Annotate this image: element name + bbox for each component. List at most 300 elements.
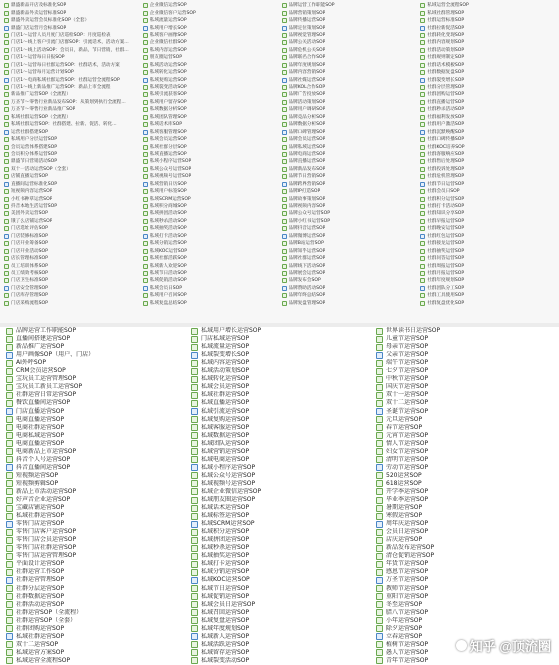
file-list-item[interactable] bbox=[4, 225, 139, 232]
file-list-item[interactable] bbox=[420, 114, 555, 121]
file-list-item[interactable] bbox=[376, 576, 553, 584]
file-list-item[interactable] bbox=[376, 496, 553, 504]
file-list-item[interactable] bbox=[4, 121, 139, 128]
file-list-item[interactable] bbox=[143, 47, 278, 54]
file-list-item[interactable] bbox=[6, 448, 183, 456]
file-list-item[interactable] bbox=[6, 480, 183, 488]
file-list-item[interactable] bbox=[420, 143, 555, 150]
file-list-item[interactable] bbox=[191, 536, 368, 544]
file-list-item[interactable] bbox=[191, 568, 368, 576]
file-list-item[interactable] bbox=[191, 416, 368, 424]
file-list-item[interactable] bbox=[191, 391, 368, 399]
file-list-item[interactable] bbox=[6, 641, 183, 649]
file-list-item[interactable] bbox=[282, 121, 417, 128]
file-list-item[interactable] bbox=[4, 143, 139, 150]
file-icon bbox=[4, 226, 9, 231]
file-list-item[interactable] bbox=[282, 181, 417, 188]
file-list-item[interactable] bbox=[420, 195, 555, 202]
file-list-item[interactable] bbox=[376, 391, 553, 399]
file-list-item[interactable] bbox=[191, 343, 368, 351]
file-list-item[interactable] bbox=[376, 480, 553, 488]
file-icon bbox=[282, 122, 287, 127]
file-list-item[interactable] bbox=[191, 407, 368, 415]
file-list-item[interactable] bbox=[420, 128, 555, 135]
file-list-item[interactable] bbox=[420, 158, 555, 165]
file-list-item[interactable] bbox=[143, 136, 278, 143]
file-list-item[interactable] bbox=[4, 32, 139, 39]
file-list-item[interactable] bbox=[420, 203, 555, 210]
file-list-item[interactable] bbox=[282, 158, 417, 165]
file-list-item[interactable] bbox=[4, 255, 139, 262]
file-list-item[interactable] bbox=[191, 351, 368, 359]
file-list-item[interactable] bbox=[282, 292, 417, 299]
file-list-item[interactable] bbox=[191, 327, 368, 335]
file-name: 品牌竞品分析SOP bbox=[288, 114, 326, 120]
file-list-item[interactable] bbox=[6, 649, 183, 657]
file-list-item[interactable] bbox=[191, 432, 368, 440]
file-list-item[interactable] bbox=[4, 17, 139, 24]
file-list-item[interactable] bbox=[420, 91, 555, 98]
file-list-item[interactable] bbox=[376, 552, 553, 560]
file-list-item[interactable] bbox=[4, 292, 139, 299]
file-list-item[interactable] bbox=[191, 488, 368, 496]
file-list-item[interactable] bbox=[143, 255, 278, 262]
file-list-item[interactable] bbox=[6, 609, 183, 617]
file-list-item[interactable] bbox=[282, 2, 417, 9]
file-list-item[interactable] bbox=[191, 512, 368, 520]
file-list-item[interactable] bbox=[4, 128, 139, 135]
file-list-item[interactable] bbox=[191, 359, 368, 367]
file-list-item[interactable] bbox=[191, 560, 368, 568]
file-list-item[interactable] bbox=[4, 84, 139, 91]
file-list-item[interactable] bbox=[6, 472, 183, 480]
file-list-item[interactable] bbox=[282, 195, 417, 202]
file-list-item[interactable] bbox=[143, 166, 278, 173]
file-list-item[interactable] bbox=[376, 456, 553, 464]
file-list-item[interactable] bbox=[6, 335, 183, 343]
file-list-item[interactable] bbox=[143, 247, 278, 254]
file-list-item[interactable] bbox=[420, 210, 555, 217]
file-list-item[interactable] bbox=[282, 218, 417, 225]
file-list-item[interactable] bbox=[143, 69, 278, 76]
file-list-item[interactable] bbox=[282, 143, 417, 150]
file-list-item[interactable] bbox=[376, 367, 553, 375]
file-list-item[interactable] bbox=[420, 240, 555, 247]
file-list-item[interactable] bbox=[6, 504, 183, 512]
file-list-item[interactable] bbox=[6, 617, 183, 625]
file-list-item[interactable] bbox=[6, 657, 183, 665]
file-name: 儿童节运营SOP bbox=[386, 335, 429, 343]
file-list-item[interactable] bbox=[143, 114, 278, 121]
file-list-item[interactable] bbox=[420, 247, 555, 254]
file-list-item[interactable] bbox=[143, 225, 278, 232]
file-list-item[interactable] bbox=[191, 544, 368, 552]
file-list-item[interactable] bbox=[191, 472, 368, 480]
file-list-item[interactable] bbox=[6, 359, 183, 367]
file-list-item[interactable] bbox=[191, 585, 368, 593]
file-list-item[interactable] bbox=[6, 440, 183, 448]
file-list-item[interactable] bbox=[376, 383, 553, 391]
file-list-item[interactable] bbox=[143, 210, 278, 217]
file-list-item[interactable] bbox=[376, 601, 553, 609]
file-list-item[interactable] bbox=[143, 54, 278, 61]
file-list-item[interactable] bbox=[282, 99, 417, 106]
file-list-item[interactable] bbox=[376, 520, 553, 528]
file-list-item[interactable] bbox=[4, 54, 139, 61]
file-list-item[interactable] bbox=[420, 255, 555, 262]
file-list-item[interactable] bbox=[143, 32, 278, 39]
file-list-item[interactable] bbox=[282, 128, 417, 135]
file-list-item[interactable] bbox=[282, 62, 417, 69]
file-list-item[interactable] bbox=[282, 188, 417, 195]
file-list-item[interactable] bbox=[420, 32, 555, 39]
file-list-item[interactable] bbox=[420, 106, 555, 113]
file-list-item[interactable] bbox=[143, 270, 278, 277]
file-list-item[interactable] bbox=[282, 247, 417, 254]
file-list-item[interactable] bbox=[420, 39, 555, 46]
file-name: 员工培训体系SOP bbox=[11, 263, 48, 269]
file-list-item[interactable] bbox=[6, 633, 183, 641]
file-list-item[interactable] bbox=[4, 69, 139, 76]
file-list-item[interactable] bbox=[191, 424, 368, 432]
file-list-item[interactable] bbox=[376, 343, 553, 351]
file-list-item[interactable] bbox=[4, 166, 139, 173]
file-list-item[interactable] bbox=[376, 528, 553, 536]
file-list-item[interactable] bbox=[6, 367, 183, 375]
file-list-item[interactable] bbox=[143, 128, 278, 135]
file-list-item[interactable] bbox=[143, 277, 278, 284]
file-list-item[interactable] bbox=[376, 464, 553, 472]
file-list-item[interactable] bbox=[376, 407, 553, 415]
file-list-item[interactable] bbox=[376, 488, 553, 496]
file-list-item[interactable] bbox=[376, 351, 553, 359]
file-list-item[interactable] bbox=[143, 9, 278, 16]
file-list-item[interactable] bbox=[143, 39, 278, 46]
file-list-item[interactable] bbox=[282, 136, 417, 143]
file-list-item[interactable] bbox=[143, 188, 278, 195]
file-list-item[interactable] bbox=[4, 9, 139, 16]
file-list-item[interactable] bbox=[6, 568, 183, 576]
file-list-item[interactable] bbox=[191, 528, 368, 536]
file-list-item[interactable] bbox=[376, 544, 553, 552]
file-list-item[interactable] bbox=[191, 576, 368, 584]
file-list-item[interactable] bbox=[420, 76, 555, 83]
file-list-item[interactable] bbox=[420, 166, 555, 173]
file-list-item[interactable] bbox=[282, 225, 417, 232]
file-list-item[interactable] bbox=[143, 151, 278, 158]
file-list-item[interactable] bbox=[420, 24, 555, 31]
file-list-item[interactable] bbox=[143, 24, 278, 31]
file-list-item[interactable] bbox=[282, 151, 417, 158]
file-list-item[interactable] bbox=[420, 292, 555, 299]
file-list-item[interactable] bbox=[143, 262, 278, 269]
file-list-item[interactable] bbox=[6, 391, 183, 399]
file-list-item[interactable] bbox=[191, 496, 368, 504]
file-list-item[interactable] bbox=[282, 255, 417, 262]
file-list-item[interactable] bbox=[4, 47, 139, 54]
file-list-item[interactable] bbox=[191, 617, 368, 625]
file-list-item[interactable] bbox=[4, 114, 139, 121]
file-list-item[interactable] bbox=[376, 560, 553, 568]
file-list-item[interactable] bbox=[6, 528, 183, 536]
file-list-item[interactable] bbox=[4, 285, 139, 292]
file-list-item[interactable] bbox=[376, 440, 553, 448]
file-list-item[interactable] bbox=[376, 593, 553, 601]
file-list-item[interactable] bbox=[282, 166, 417, 173]
file-list-item[interactable] bbox=[376, 399, 553, 407]
file-list-item[interactable] bbox=[6, 601, 183, 609]
file-list-item[interactable] bbox=[191, 464, 368, 472]
file-list-item[interactable] bbox=[420, 69, 555, 76]
file-list-item[interactable] bbox=[191, 593, 368, 601]
file-list-item[interactable] bbox=[376, 504, 553, 512]
file-list-item[interactable] bbox=[376, 327, 553, 335]
file-list-item[interactable] bbox=[191, 504, 368, 512]
file-list-item[interactable] bbox=[282, 54, 417, 61]
file-list-item[interactable] bbox=[4, 247, 139, 254]
file-list-item[interactable] bbox=[376, 609, 553, 617]
file-list-item[interactable] bbox=[282, 91, 417, 98]
file-list-item[interactable] bbox=[6, 552, 183, 560]
file-list-item[interactable] bbox=[282, 114, 417, 121]
file-list-item[interactable] bbox=[420, 62, 555, 69]
file-list-item[interactable] bbox=[4, 270, 139, 277]
file-list-item[interactable] bbox=[6, 496, 183, 504]
file-list-item[interactable] bbox=[420, 233, 555, 240]
file-list-item[interactable] bbox=[420, 17, 555, 24]
file-list-item[interactable] bbox=[376, 448, 553, 456]
file-list-item[interactable] bbox=[4, 39, 139, 46]
file-icon bbox=[420, 256, 425, 261]
file-list-item[interactable] bbox=[282, 24, 417, 31]
file-list-item[interactable] bbox=[4, 136, 139, 143]
file-list-item[interactable] bbox=[191, 552, 368, 560]
file-list-item[interactable] bbox=[420, 47, 555, 54]
file-list-item[interactable] bbox=[4, 262, 139, 269]
file-list-item[interactable] bbox=[143, 62, 278, 69]
file-list-item[interactable] bbox=[376, 568, 553, 576]
file-list-item[interactable] bbox=[420, 225, 555, 232]
file-list-item[interactable] bbox=[6, 399, 183, 407]
file-icon bbox=[4, 159, 9, 164]
file-list-item[interactable] bbox=[282, 69, 417, 76]
file-list-item[interactable] bbox=[143, 300, 278, 307]
file-list-item[interactable] bbox=[6, 416, 183, 424]
file-list-item[interactable] bbox=[143, 173, 278, 180]
file-name: 会员运营体系搭建SOP bbox=[11, 144, 58, 150]
file-list-item[interactable] bbox=[282, 32, 417, 39]
file-list-item[interactable] bbox=[143, 76, 278, 83]
file-list-item[interactable] bbox=[143, 203, 278, 210]
file-list-item[interactable] bbox=[376, 585, 553, 593]
file-list-item[interactable] bbox=[420, 270, 555, 277]
file-list-item[interactable] bbox=[191, 649, 368, 657]
file-list-item[interactable] bbox=[143, 158, 278, 165]
file-list-item[interactable] bbox=[143, 195, 278, 202]
file-list-item[interactable] bbox=[420, 99, 555, 106]
file-list-item[interactable] bbox=[6, 520, 183, 528]
file-list-item[interactable] bbox=[282, 262, 417, 269]
file-list-item[interactable] bbox=[282, 106, 417, 113]
file-list-item[interactable] bbox=[282, 300, 417, 307]
file-list-item[interactable] bbox=[4, 181, 139, 188]
file-list-item[interactable] bbox=[282, 240, 417, 247]
file-list-item[interactable] bbox=[420, 84, 555, 91]
file-list-item[interactable] bbox=[4, 300, 139, 307]
file-list-item[interactable] bbox=[282, 84, 417, 91]
file-name: 品牌发布会SOP bbox=[288, 278, 321, 284]
file-list-item[interactable] bbox=[420, 2, 555, 9]
file-list-item[interactable] bbox=[143, 91, 278, 98]
file-list-item[interactable] bbox=[376, 424, 553, 432]
file-list-item[interactable] bbox=[191, 399, 368, 407]
file-list-item[interactable] bbox=[420, 173, 555, 180]
file-list-item[interactable] bbox=[6, 343, 183, 351]
file-list-item[interactable] bbox=[376, 416, 553, 424]
file-list-item[interactable] bbox=[4, 76, 139, 83]
file-icon bbox=[191, 633, 198, 640]
file-list-item[interactable] bbox=[4, 2, 139, 9]
file-list-item[interactable] bbox=[420, 300, 555, 307]
file-list-item[interactable] bbox=[282, 17, 417, 24]
file-list-item[interactable] bbox=[6, 464, 183, 472]
file-list-item[interactable] bbox=[143, 106, 278, 113]
file-list-item[interactable] bbox=[4, 188, 139, 195]
file-list-item[interactable] bbox=[6, 375, 183, 383]
file-list-item[interactable] bbox=[6, 351, 183, 359]
file-list-item[interactable] bbox=[6, 327, 183, 335]
file-list-item[interactable] bbox=[420, 285, 555, 292]
file-list-item[interactable] bbox=[6, 585, 183, 593]
file-list-item[interactable] bbox=[282, 47, 417, 54]
file-list-item[interactable] bbox=[191, 448, 368, 456]
file-list-item[interactable] bbox=[191, 641, 368, 649]
file-list-item[interactable] bbox=[143, 17, 278, 24]
file-list-item[interactable] bbox=[376, 625, 553, 633]
file-list-item[interactable] bbox=[143, 292, 278, 299]
file-list-item[interactable] bbox=[282, 203, 417, 210]
file-list-item[interactable] bbox=[282, 9, 417, 16]
file-list-item[interactable] bbox=[376, 657, 553, 665]
file-list-item[interactable] bbox=[4, 99, 139, 106]
file-list-item[interactable] bbox=[376, 617, 553, 625]
file-list-item[interactable] bbox=[191, 657, 368, 665]
file-list-item[interactable] bbox=[376, 536, 553, 544]
file-list-item[interactable] bbox=[191, 367, 368, 375]
file-list-item[interactable] bbox=[4, 203, 139, 210]
file-list-item[interactable] bbox=[191, 375, 368, 383]
file-list-item[interactable] bbox=[143, 121, 278, 128]
file-list-item[interactable] bbox=[282, 285, 417, 292]
file-list-item[interactable] bbox=[6, 544, 183, 552]
file-list-item[interactable] bbox=[6, 488, 183, 496]
file-list-item[interactable] bbox=[376, 432, 553, 440]
file-list-item[interactable] bbox=[376, 472, 553, 480]
file-list-item[interactable] bbox=[191, 625, 368, 633]
file-list-item[interactable] bbox=[420, 277, 555, 284]
file-list-item[interactable] bbox=[420, 136, 555, 143]
file-list-item[interactable] bbox=[6, 625, 183, 633]
file-icon bbox=[376, 609, 383, 616]
file-list-item[interactable] bbox=[143, 84, 278, 91]
file-list-item[interactable] bbox=[143, 2, 278, 9]
file-list-item[interactable] bbox=[4, 173, 139, 180]
file-list-item[interactable] bbox=[143, 143, 278, 150]
file-list-item[interactable] bbox=[191, 601, 368, 609]
file-list-item[interactable] bbox=[420, 218, 555, 225]
file-list-item[interactable] bbox=[282, 233, 417, 240]
file-list-item[interactable] bbox=[6, 576, 183, 584]
file-list-item[interactable] bbox=[4, 158, 139, 165]
file-list-item[interactable] bbox=[282, 173, 417, 180]
file-list-item[interactable] bbox=[4, 195, 139, 202]
file-list-item[interactable] bbox=[191, 456, 368, 464]
file-list-item[interactable] bbox=[191, 383, 368, 391]
file-list-item[interactable] bbox=[420, 188, 555, 195]
file-list-item[interactable] bbox=[4, 106, 139, 113]
file-list-item[interactable] bbox=[376, 512, 553, 520]
file-list-item[interactable] bbox=[282, 76, 417, 83]
file-list-item[interactable] bbox=[420, 151, 555, 158]
file-list-item[interactable] bbox=[4, 151, 139, 158]
file-list-item[interactable] bbox=[4, 91, 139, 98]
file-list-item[interactable] bbox=[191, 633, 368, 641]
file-list-item[interactable] bbox=[6, 593, 183, 601]
file-list-item[interactable] bbox=[282, 39, 417, 46]
file-list-item[interactable] bbox=[376, 335, 553, 343]
file-list-item[interactable] bbox=[420, 181, 555, 188]
file-list-item[interactable] bbox=[143, 181, 278, 188]
file-list-item[interactable] bbox=[6, 432, 183, 440]
file-list-item[interactable] bbox=[191, 335, 368, 343]
file-list-item[interactable] bbox=[376, 375, 553, 383]
file-list-item[interactable] bbox=[282, 270, 417, 277]
file-list-item[interactable] bbox=[282, 210, 417, 217]
file-list-item[interactable] bbox=[6, 536, 183, 544]
file-list-item[interactable] bbox=[143, 285, 278, 292]
file-list-item[interactable] bbox=[6, 407, 183, 415]
file-list-item[interactable] bbox=[143, 240, 278, 247]
file-list-item[interactable] bbox=[6, 424, 183, 432]
file-list-item[interactable] bbox=[191, 440, 368, 448]
file-list-item[interactable] bbox=[4, 62, 139, 69]
file-list-item[interactable] bbox=[420, 262, 555, 269]
file-list-item[interactable] bbox=[6, 560, 183, 568]
file-list-item[interactable] bbox=[4, 233, 139, 240]
file-list-item[interactable] bbox=[6, 383, 183, 391]
file-name: 私域社群管理SOP bbox=[427, 10, 465, 16]
file-list-item[interactable] bbox=[143, 233, 278, 240]
file-list-item[interactable] bbox=[4, 210, 139, 217]
file-list-item[interactable] bbox=[420, 54, 555, 61]
file-list-item[interactable] bbox=[376, 359, 553, 367]
file-list-item[interactable] bbox=[143, 218, 278, 225]
file-list-item[interactable] bbox=[4, 24, 139, 31]
file-list-item[interactable] bbox=[420, 9, 555, 16]
file-list-item[interactable] bbox=[191, 520, 368, 528]
file-list-item[interactable] bbox=[191, 480, 368, 488]
file-list-item[interactable] bbox=[420, 121, 555, 128]
file-icon bbox=[4, 182, 9, 187]
file-list-item[interactable] bbox=[4, 277, 139, 284]
file-list-item[interactable] bbox=[143, 99, 278, 106]
file-list-item[interactable] bbox=[6, 456, 183, 464]
file-list-item[interactable] bbox=[4, 218, 139, 225]
file-list-item[interactable] bbox=[4, 240, 139, 247]
file-list-item[interactable] bbox=[282, 277, 417, 284]
file-list-item[interactable] bbox=[6, 512, 183, 520]
file-list-item[interactable] bbox=[191, 609, 368, 617]
